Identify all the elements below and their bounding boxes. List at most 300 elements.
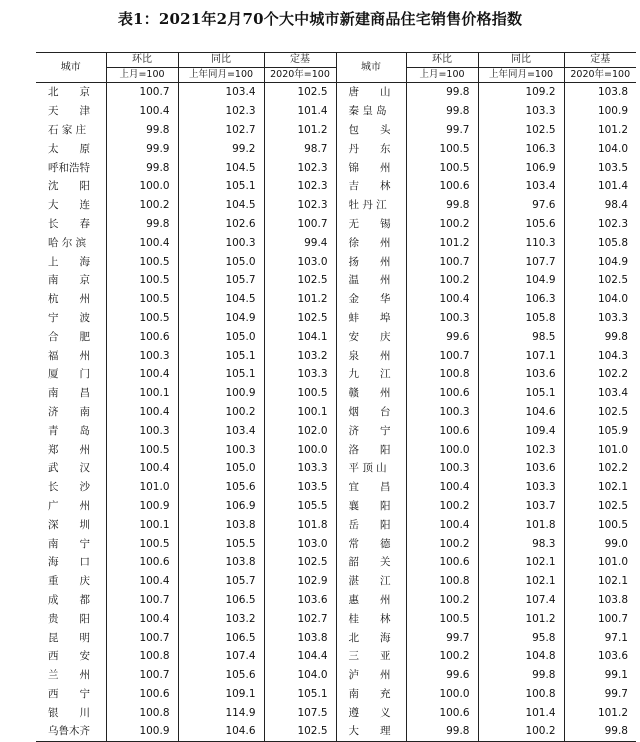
yoy-left-cell: 100.9 xyxy=(178,384,264,403)
table-row xyxy=(36,215,636,234)
mom-left-cell: 100.8 xyxy=(106,703,178,722)
yoy-right-cell: 101.4 xyxy=(478,703,564,722)
fixed-left-cell: 103.8 xyxy=(264,628,336,647)
table-row xyxy=(36,722,636,741)
yoy-right-cell: 102.5 xyxy=(478,121,564,140)
mom-left-cell: 100.4 xyxy=(106,102,178,121)
table-row xyxy=(36,158,636,177)
yoy-left-cell: 103.8 xyxy=(178,515,264,534)
city-left-cell: 成 都 xyxy=(48,593,90,606)
city-left-cell: 长 沙 xyxy=(48,481,90,494)
city-right-cell: 湛 江 xyxy=(336,572,406,591)
fixed-right-cell: 102.5 xyxy=(564,271,636,290)
fixed-left-cell: 105.1 xyxy=(264,685,336,704)
mom-right-cell: 100.5 xyxy=(406,158,478,177)
yoy-right-cell: 106.9 xyxy=(478,158,564,177)
mom-right-cell: 100.7 xyxy=(406,252,478,271)
table-row xyxy=(36,591,636,610)
yoy-right-cell: 104.6 xyxy=(478,403,564,422)
table-row xyxy=(36,572,636,591)
city-right-cell: 泉 州 xyxy=(336,346,406,365)
mom-left-cell: 100.0 xyxy=(106,177,178,196)
yoy-left-cell: 104.6 xyxy=(178,722,264,741)
table-row xyxy=(36,628,636,647)
city-left-cell: 济 南 xyxy=(48,405,90,418)
yoy-right-cell: 106.3 xyxy=(478,139,564,158)
yoy-right-cell: 104.8 xyxy=(478,647,564,666)
yoy-right-cell: 107.4 xyxy=(478,591,564,610)
fixed-right-cell: 102.5 xyxy=(564,497,636,516)
mom-left-cell: 100.9 xyxy=(106,497,178,516)
mom-left-cell: 100.4 xyxy=(106,233,178,252)
table-row xyxy=(36,271,636,290)
fixed-left-cell: 102.5 xyxy=(264,83,336,102)
city-right-cell: 吉 林 xyxy=(336,177,406,196)
mom-left-cell: 100.7 xyxy=(106,83,178,102)
yoy-right-cell: 109.4 xyxy=(478,421,564,440)
fixed-right-cell: 102.3 xyxy=(564,215,636,234)
mom-right-cell: 100.4 xyxy=(406,515,478,534)
city-right-cell: 蚌 埠 xyxy=(336,309,406,328)
city-right-cell: 牡 丹 江 xyxy=(336,196,406,215)
mom-left-cell: 100.1 xyxy=(106,384,178,403)
fixed-left-cell: 101.2 xyxy=(264,121,336,140)
fixed-right-cell: 103.6 xyxy=(564,647,636,666)
city-header: 城市 xyxy=(60,61,81,73)
yoy-right-cell: 103.4 xyxy=(478,177,564,196)
fixed-header-2: 定基 xyxy=(564,53,636,68)
yoy-left-cell: 102.6 xyxy=(178,215,264,234)
fixed-right-cell: 97.1 xyxy=(564,628,636,647)
fixed-right-cell: 100.7 xyxy=(564,609,636,628)
fixed-left-cell: 102.5 xyxy=(264,722,336,741)
yoy-left-cell: 105.7 xyxy=(178,572,264,591)
mom-left-cell: 100.5 xyxy=(106,271,178,290)
city-left-cell: 广 州 xyxy=(48,499,90,512)
yoy-right-cell: 98.5 xyxy=(478,327,564,346)
table-title: 表1：2021年2月70个大中城市新建商品住宅销售价格指数 xyxy=(117,10,523,28)
mom-left-cell: 100.3 xyxy=(106,346,178,365)
mom-right-cell: 100.2 xyxy=(406,271,478,290)
mom-right-cell: 100.7 xyxy=(406,346,478,365)
table-row xyxy=(36,703,636,722)
mom-left-cell: 100.5 xyxy=(106,252,178,271)
mom-right-cell: 100.3 xyxy=(406,459,478,478)
fixed-right-cell: 101.0 xyxy=(564,440,636,459)
table-row xyxy=(36,309,636,328)
mom-left-cell: 100.1 xyxy=(106,515,178,534)
yoy-left-cell: 102.7 xyxy=(178,121,264,140)
city-left-cell: 沈 阳 xyxy=(48,180,90,193)
fixed-left-cell: 102.3 xyxy=(264,158,336,177)
yoy-right-cell: 101.2 xyxy=(478,609,564,628)
fixed-left-cell: 102.5 xyxy=(264,553,336,572)
yoy-base: 上年同月=100 xyxy=(178,68,264,83)
fixed-left-cell: 104.4 xyxy=(264,647,336,666)
mom-right-cell: 99.8 xyxy=(406,722,478,741)
city-left-cell: 宁 波 xyxy=(48,311,90,324)
yoy-right-cell: 106.3 xyxy=(478,290,564,309)
table-body xyxy=(36,83,636,742)
fixed-left-cell: 102.9 xyxy=(264,572,336,591)
table-row xyxy=(36,196,636,215)
table-row xyxy=(36,440,636,459)
yoy-left-cell: 105.5 xyxy=(178,534,264,553)
yoy-left-cell: 105.0 xyxy=(178,459,264,478)
fixed-left-cell: 102.3 xyxy=(264,196,336,215)
mom-right-cell: 99.7 xyxy=(406,121,478,140)
yoy-right-cell: 103.3 xyxy=(478,102,564,121)
mom-left-cell: 100.4 xyxy=(106,365,178,384)
mom-left-cell: 100.6 xyxy=(106,685,178,704)
fixed-left-cell: 103.0 xyxy=(264,252,336,271)
table-row xyxy=(36,497,636,516)
city-left-cell: 昆 明 xyxy=(48,631,90,644)
yoy-left-cell: 107.4 xyxy=(178,647,264,666)
fixed-right-cell: 104.9 xyxy=(564,252,636,271)
yoy-left-cell: 105.7 xyxy=(178,271,264,290)
yoy-left-cell: 105.6 xyxy=(178,478,264,497)
yoy-right-cell: 103.6 xyxy=(478,365,564,384)
table-row xyxy=(36,365,636,384)
mom-left-cell: 99.8 xyxy=(106,158,178,177)
city-right-cell: 常 德 xyxy=(336,534,406,553)
mom-right-cell: 99.8 xyxy=(406,102,478,121)
mom-right-cell: 100.2 xyxy=(406,215,478,234)
mom-right-cell: 100.0 xyxy=(406,685,478,704)
fixed-left-cell: 103.6 xyxy=(264,591,336,610)
city-left-cell: 北 京 xyxy=(48,86,90,99)
fixed-right-cell: 102.1 xyxy=(564,478,636,497)
fixed-right-cell: 103.4 xyxy=(564,384,636,403)
city-left-cell: 上 海 xyxy=(48,255,90,268)
fixed-left-cell: 100.5 xyxy=(264,384,336,403)
fixed-right-cell: 105.9 xyxy=(564,421,636,440)
city-header-2: 城市 xyxy=(336,53,406,83)
city-left-cell: 武 汉 xyxy=(48,462,90,475)
city-right-cell: 平 顶 山 xyxy=(336,459,406,478)
mom-right-cell: 100.2 xyxy=(406,497,478,516)
city-right-cell: 秦 皇 岛 xyxy=(336,102,406,121)
mom-right-cell: 100.5 xyxy=(406,609,478,628)
mom-left-cell: 100.5 xyxy=(106,440,178,459)
yoy-left-cell: 102.3 xyxy=(178,102,264,121)
fixed-left-cell: 101.8 xyxy=(264,515,336,534)
mom-left-cell: 99.9 xyxy=(106,139,178,158)
yoy-right-cell: 105.1 xyxy=(478,384,564,403)
fixed-left-cell: 103.3 xyxy=(264,365,336,384)
fixed-header: 定基 xyxy=(264,53,336,68)
city-right-cell: 惠 州 xyxy=(336,591,406,610)
city-left-cell: 太 原 xyxy=(48,142,90,155)
yoy-right-cell: 109.2 xyxy=(478,83,564,102)
yoy-left-cell: 103.2 xyxy=(178,609,264,628)
table-row xyxy=(36,666,636,685)
table-row xyxy=(36,233,636,252)
mom-right-cell: 100.4 xyxy=(406,478,478,497)
city-left-cell: 呼和浩特 xyxy=(48,161,90,174)
yoy-right-cell: 100.2 xyxy=(478,722,564,741)
mom-left-cell: 100.3 xyxy=(106,421,178,440)
mom-header: 环比 xyxy=(106,53,178,68)
table-row xyxy=(36,403,636,422)
yoy-left-cell: 105.6 xyxy=(178,666,264,685)
table-row xyxy=(36,139,636,158)
yoy-right-cell: 104.9 xyxy=(478,271,564,290)
yoy-header-2: 同比 xyxy=(478,53,564,68)
table-row xyxy=(36,346,636,365)
table-row xyxy=(36,252,636,271)
city-left-cell: 南 京 xyxy=(48,274,90,287)
mom-right-cell: 99.8 xyxy=(406,196,478,215)
fixed-left-cell: 102.7 xyxy=(264,609,336,628)
mom-right-cell: 100.6 xyxy=(406,703,478,722)
city-right-cell: 济 宁 xyxy=(336,421,406,440)
yoy-left-cell: 105.1 xyxy=(178,365,264,384)
city-right-cell: 无 锡 xyxy=(336,215,406,234)
city-right-cell: 襄 阳 xyxy=(336,497,406,516)
fixed-right-cell: 103.3 xyxy=(564,309,636,328)
city-left-cell: 厦 门 xyxy=(48,368,90,381)
mom-left-cell: 100.5 xyxy=(106,290,178,309)
fixed-left-cell: 103.3 xyxy=(264,459,336,478)
mom-right-cell: 100.6 xyxy=(406,553,478,572)
yoy-left-cell: 106.9 xyxy=(178,497,264,516)
yoy-left-cell: 99.2 xyxy=(178,139,264,158)
fixed-right-cell: 99.0 xyxy=(564,534,636,553)
mom-left-cell: 101.0 xyxy=(106,478,178,497)
fixed-right-cell: 105.8 xyxy=(564,233,636,252)
table-row xyxy=(36,553,636,572)
yoy-left-cell: 103.4 xyxy=(178,421,264,440)
mom-left-cell: 100.4 xyxy=(106,572,178,591)
price-index-table xyxy=(36,52,636,742)
fixed-left-cell: 98.7 xyxy=(264,139,336,158)
table-row xyxy=(36,121,636,140)
city-right-cell: 锦 州 xyxy=(336,158,406,177)
fixed-right-cell: 99.1 xyxy=(564,666,636,685)
fixed-right-cell: 100.5 xyxy=(564,515,636,534)
yoy-right-cell: 102.3 xyxy=(478,440,564,459)
fixed-right-cell: 101.2 xyxy=(564,121,636,140)
mom-right-cell: 100.2 xyxy=(406,534,478,553)
yoy-right-cell: 99.8 xyxy=(478,666,564,685)
fixed-left-cell: 103.2 xyxy=(264,346,336,365)
mom-left-cell: 99.8 xyxy=(106,121,178,140)
mom-right-cell: 100.6 xyxy=(406,384,478,403)
yoy-right-cell: 103.7 xyxy=(478,497,564,516)
mom-right-cell: 99.8 xyxy=(406,83,478,102)
city-left-cell: 天 津 xyxy=(48,105,90,118)
mom-right-cell: 100.2 xyxy=(406,647,478,666)
city-left-cell: 乌鲁木齐 xyxy=(48,725,90,738)
table-row xyxy=(36,515,636,534)
table-row xyxy=(36,534,636,553)
fixed-left-cell: 100.1 xyxy=(264,403,336,422)
fixed-base-2: 2020年=100 xyxy=(564,68,636,83)
fixed-right-cell: 102.1 xyxy=(564,572,636,591)
yoy-left-cell: 104.9 xyxy=(178,309,264,328)
city-right-cell: 北 海 xyxy=(336,628,406,647)
fixed-right-cell: 101.2 xyxy=(564,703,636,722)
fixed-right-cell: 103.5 xyxy=(564,158,636,177)
fixed-left-cell: 103.5 xyxy=(264,478,336,497)
yoy-left-cell: 100.3 xyxy=(178,233,264,252)
yoy-left-cell: 105.1 xyxy=(178,177,264,196)
mom-right-cell: 101.2 xyxy=(406,233,478,252)
mom-left-cell: 100.2 xyxy=(106,196,178,215)
yoy-base-2: 上年同月=100 xyxy=(478,68,564,83)
table-row xyxy=(36,421,636,440)
mom-left-cell: 100.6 xyxy=(106,327,178,346)
yoy-left-cell: 104.5 xyxy=(178,290,264,309)
city-right-cell: 包 头 xyxy=(336,121,406,140)
city-right-cell: 泸 州 xyxy=(336,666,406,685)
mom-left-cell: 100.7 xyxy=(106,666,178,685)
yoy-right-cell: 103.3 xyxy=(478,478,564,497)
yoy-header: 同比 xyxy=(178,53,264,68)
mom-left-cell: 99.8 xyxy=(106,215,178,234)
fixed-left-cell: 102.3 xyxy=(264,177,336,196)
fixed-left-cell: 102.5 xyxy=(264,309,336,328)
fixed-left-cell: 102.5 xyxy=(264,271,336,290)
city-right-cell: 洛 阳 xyxy=(336,440,406,459)
yoy-right-cell: 102.1 xyxy=(478,553,564,572)
mom-right-cell: 100.3 xyxy=(406,403,478,422)
fixed-right-cell: 104.0 xyxy=(564,290,636,309)
city-left-cell: 西 宁 xyxy=(48,687,90,700)
city-left-cell: 兰 州 xyxy=(48,669,90,682)
mom-left-cell: 100.5 xyxy=(106,534,178,553)
yoy-right-cell: 105.8 xyxy=(478,309,564,328)
table-row xyxy=(36,647,636,666)
city-left-cell: 大 连 xyxy=(48,199,90,212)
fixed-left-cell: 101.2 xyxy=(264,290,336,309)
table-row xyxy=(36,478,636,497)
fixed-right-cell: 99.7 xyxy=(564,685,636,704)
city-left-cell: 贵 阳 xyxy=(48,612,90,625)
city-right-cell: 唐 山 xyxy=(336,83,406,102)
city-left-cell: 石 家 庄 xyxy=(48,123,87,136)
table-row xyxy=(36,685,636,704)
fixed-left-cell: 104.1 xyxy=(264,327,336,346)
fixed-right-cell: 102.2 xyxy=(564,459,636,478)
fixed-right-cell: 99.8 xyxy=(564,327,636,346)
mom-left-cell: 100.5 xyxy=(106,309,178,328)
mom-right-cell: 100.6 xyxy=(406,177,478,196)
city-right-cell: 烟 台 xyxy=(336,403,406,422)
fixed-right-cell: 104.3 xyxy=(564,346,636,365)
table-row xyxy=(36,177,636,196)
city-left-cell: 哈 尔 滨 xyxy=(48,236,87,249)
mom-right-cell: 100.4 xyxy=(406,290,478,309)
fixed-right-cell: 98.4 xyxy=(564,196,636,215)
city-right-cell: 宜 昌 xyxy=(336,478,406,497)
fixed-left-cell: 103.0 xyxy=(264,534,336,553)
fixed-right-cell: 100.9 xyxy=(564,102,636,121)
yoy-right-cell: 107.1 xyxy=(478,346,564,365)
mom-left-cell: 100.4 xyxy=(106,459,178,478)
fixed-left-cell: 104.0 xyxy=(264,666,336,685)
table-row xyxy=(36,327,636,346)
city-right-cell: 南 充 xyxy=(336,685,406,704)
city-left-cell: 海 口 xyxy=(48,556,90,569)
fixed-right-cell: 103.8 xyxy=(564,591,636,610)
city-left-cell: 南 宁 xyxy=(48,537,90,550)
city-left-cell: 银 川 xyxy=(48,706,90,719)
city-right-cell: 丹 东 xyxy=(336,139,406,158)
yoy-right-cell: 98.3 xyxy=(478,534,564,553)
city-right-cell: 三 亚 xyxy=(336,647,406,666)
mom-base-2: 上月=100 xyxy=(406,68,478,83)
fixed-right-cell: 102.2 xyxy=(564,365,636,384)
yoy-right-cell: 95.8 xyxy=(478,628,564,647)
city-right-cell: 徐 州 xyxy=(336,233,406,252)
city-right-cell: 赣 州 xyxy=(336,384,406,403)
fixed-right-cell: 101.0 xyxy=(564,553,636,572)
yoy-left-cell: 105.0 xyxy=(178,327,264,346)
yoy-left-cell: 105.0 xyxy=(178,252,264,271)
mom-left-cell: 100.7 xyxy=(106,628,178,647)
table-row xyxy=(36,609,636,628)
city-left-cell: 福 州 xyxy=(48,349,90,362)
city-left-cell: 西 安 xyxy=(48,650,90,663)
city-left-cell: 重 庆 xyxy=(48,575,90,588)
yoy-right-cell: 110.3 xyxy=(478,233,564,252)
fixed-left-cell: 102.0 xyxy=(264,421,336,440)
city-left-cell: 长 春 xyxy=(48,217,90,230)
city-right-cell: 大 理 xyxy=(336,722,406,741)
fixed-left-cell: 107.5 xyxy=(264,703,336,722)
mom-right-cell: 100.5 xyxy=(406,139,478,158)
yoy-left-cell: 100.2 xyxy=(178,403,264,422)
city-left-cell: 深 圳 xyxy=(48,518,90,531)
yoy-right-cell: 100.8 xyxy=(478,685,564,704)
fixed-left-cell: 99.4 xyxy=(264,233,336,252)
fixed-left-cell: 105.5 xyxy=(264,497,336,516)
city-right-cell: 桂 林 xyxy=(336,609,406,628)
city-right-cell: 遵 义 xyxy=(336,703,406,722)
city-right-cell: 温 州 xyxy=(336,271,406,290)
table-row xyxy=(36,459,636,478)
city-left-cell: 郑 州 xyxy=(48,443,90,456)
mom-left-cell: 100.9 xyxy=(106,722,178,741)
yoy-left-cell: 106.5 xyxy=(178,591,264,610)
mom-right-cell: 99.6 xyxy=(406,666,478,685)
fixed-base: 2020年=100 xyxy=(264,68,336,83)
yoy-left-cell: 106.5 xyxy=(178,628,264,647)
mom-base: 上月=100 xyxy=(106,68,178,83)
yoy-left-cell: 114.9 xyxy=(178,703,264,722)
yoy-right-cell: 107.7 xyxy=(478,252,564,271)
city-left-cell: 杭 州 xyxy=(48,293,90,306)
table-row xyxy=(36,290,636,309)
fixed-left-cell: 100.0 xyxy=(264,440,336,459)
table-row xyxy=(36,83,636,102)
fixed-right-cell: 101.4 xyxy=(564,177,636,196)
table-row xyxy=(36,384,636,403)
mom-right-cell: 100.6 xyxy=(406,421,478,440)
table-header xyxy=(36,53,636,83)
yoy-left-cell: 109.1 xyxy=(178,685,264,704)
city-right-cell: 韶 关 xyxy=(336,553,406,572)
yoy-right-cell: 101.8 xyxy=(478,515,564,534)
city-right-cell: 扬 州 xyxy=(336,252,406,271)
fixed-left-cell: 101.4 xyxy=(264,102,336,121)
fixed-left-cell: 100.7 xyxy=(264,215,336,234)
city-right-cell: 九 江 xyxy=(336,365,406,384)
yoy-right-cell: 102.1 xyxy=(478,572,564,591)
